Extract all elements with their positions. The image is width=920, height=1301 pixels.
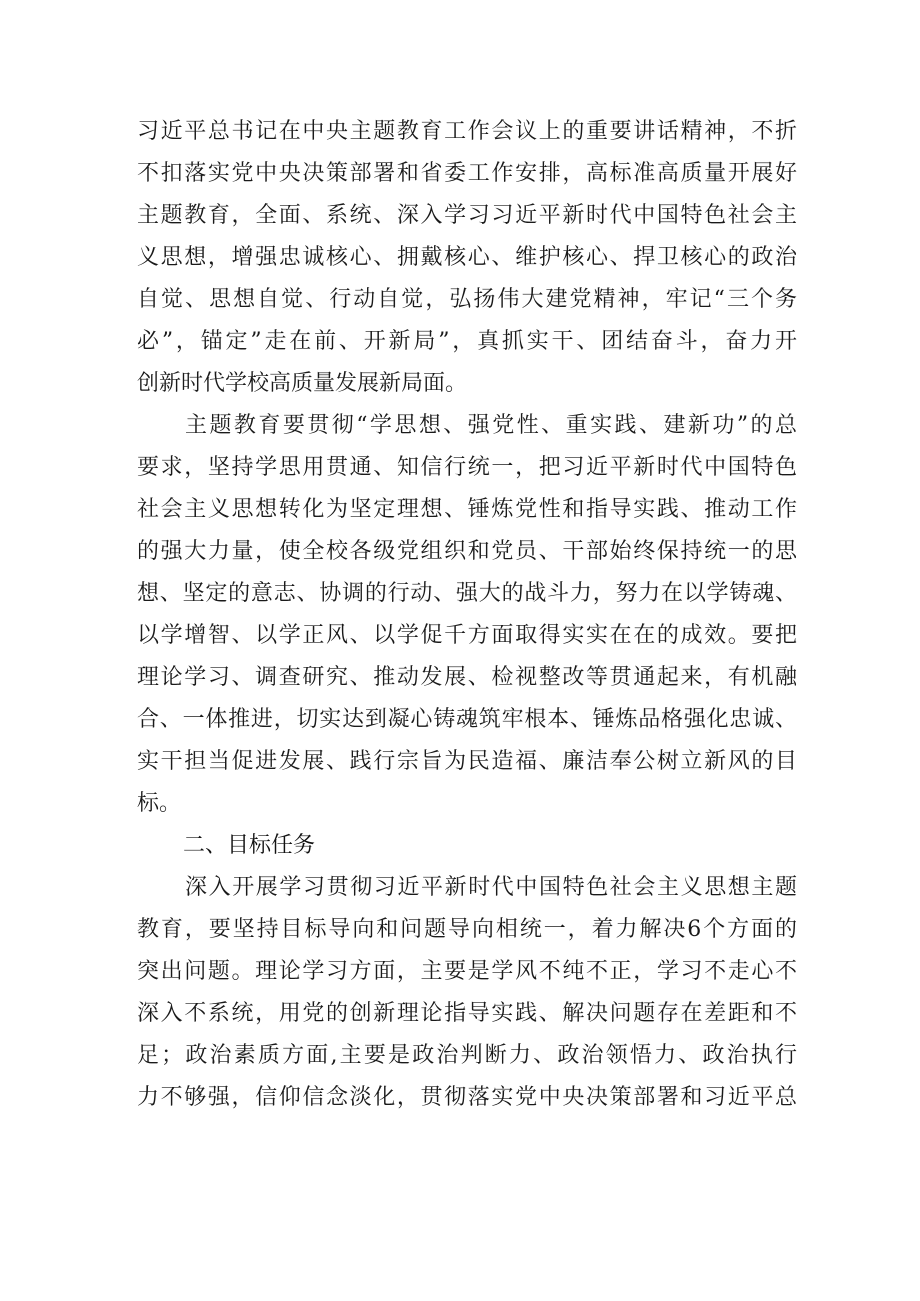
section-heading: 二、目标任务	[183, 833, 316, 858]
document-body	[137, 111, 797, 1119]
paragraph-line: 社会主义思想转化为坚定理想、锤炼党性和指导实践、推动工作	[137, 497, 797, 522]
paragraph-line: 理论学习、调查研究、推动发展、检视整改等贯通起来，有机融	[137, 665, 797, 690]
paragraph-line: 足；政治素质方面,主要是政治判断力、政治领悟力、政治执行	[137, 1043, 797, 1068]
paragraph-line: 标。	[137, 791, 182, 816]
paragraph-line: 的强大力量，使全校各级党组织和党员、干部始终保持统一的思	[137, 539, 797, 564]
paragraph-line: 想、坚定的意志、协调的行动、强大的战斗力，努力在以学铸魂、	[137, 581, 797, 606]
paragraph-line: 义思想，增强忠诚核心、拥戴核心、维护核心、捍卫核心的政治	[137, 245, 797, 270]
paragraph-line: 不扣落实党中央决策部署和省委工作安排，高标准高质量开展好	[137, 161, 797, 186]
paragraph-line: 要求，坚持学思用贯通、知信行统一，把习近平新时代中国特色	[137, 455, 797, 480]
paragraph-line: 以学增智、以学正风、以学促千方面取得实实在在的成效。要把	[137, 623, 797, 648]
paragraph-line: 必”，锚定”走在前、开新局”，真抓实干、团结奋斗，奋力开	[137, 329, 797, 354]
paragraph-line: 突出问题。理论学习方面，主要是学风不纯不正，学习不走心不	[137, 959, 797, 984]
paragraph-line: 主题教育，全面、系统、深入学习习近平新时代中国特色社会主	[137, 203, 797, 228]
paragraph-line: 深入开展学习贯彻习近平新时代中国特色社会主义思想主题	[185, 875, 797, 900]
paragraph-3	[137, 867, 797, 1119]
paragraph-line: 习近平总书记在中央主题教育工作会议上的重要讲话精神，不折	[137, 119, 797, 144]
paragraph-line: 教育，要坚持目标导向和问题导向相统一，着力解决6个方面的	[137, 917, 797, 942]
paragraph-line: 主题教育要贯彻“学思想、强党性、重实践、建新功”的总	[185, 413, 797, 438]
paragraph-line: 创新时代学校高质量发展新局面。	[137, 371, 468, 396]
paragraph-line: 合、一体推进，切实达到凝心铸魂筑牢根本、锤炼品格强化忠诚、	[137, 707, 797, 732]
paragraph-line: 深入不系统，用党的创新理论指导实践、解决问题存在差距和不	[137, 1001, 797, 1026]
paragraph-line: 实干担当促进发展、践行宗旨为民造福、廉洁奉公树立新风的目	[137, 749, 797, 774]
paragraph-1	[137, 111, 797, 405]
paragraph-2	[137, 405, 797, 825]
paragraph-line: 自觉、思想自觉、行动自觉，弘扬伟大建党精神，牢记“三个务	[137, 287, 797, 312]
paragraph-line: 力不够强，信仰信念淡化，贯彻落实党中央决策部署和习近平总	[137, 1085, 797, 1110]
